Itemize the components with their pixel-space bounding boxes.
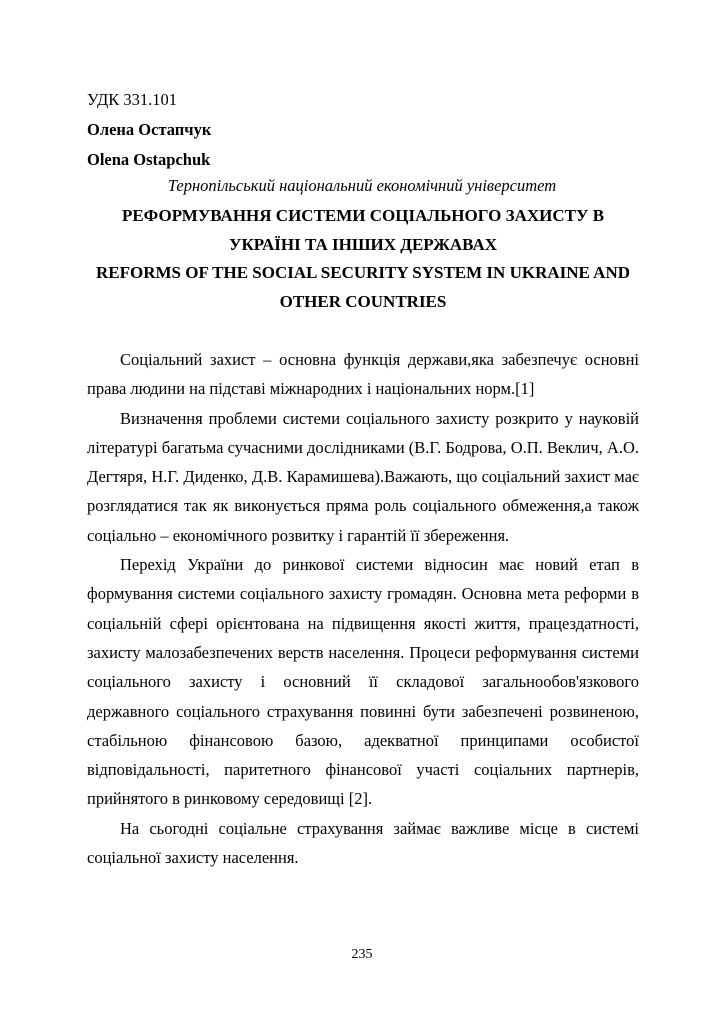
udc-code: УДК 331.101: [87, 90, 178, 109]
body-paragraph-1: Соціальний захист – основна функція держави,яка забезпечує основні права людини на підставі міжнародних і національних норм.[1]: [87, 350, 639, 399]
author-affiliation: Тернопільський національний економічний університет: [167, 176, 557, 195]
author-name-ukrainian: Олена Остапчук: [87, 120, 212, 139]
article-body: [87, 345, 639, 872]
author-name-english: Olena Ostapchuk: [87, 150, 211, 169]
paper-title-english: REFORMS OF THE SOCIAL SECURITY SYSTEM IN UKRAINE AND OTHER COUNTRIES: [95, 263, 631, 311]
body-paragraph-2: Визначення проблеми системи соціального захисту розкрито у науковій літературі багатьма сучасними дослідниками (В.Г. Бодрова, О.П. Веклич, А.О. Дегтяря, Н.Г. Диденко, Д.В. Карамишева).Важають, що соціальний захист має розглядатися так як виконується пряма роль соціального обмеження,а також соціально – економічного розвитку і гарантій її збереження.: [87, 408, 639, 545]
page-number: 235: [351, 947, 373, 962]
body-paragraph-3: Перехід України до ринкової системи відносин має новий етап в формування системи соціального захисту громадян. Основна мета реформи в соціальній сфері орієнтована на підвищення якості життя, працездатності, захисту малозабезпечених верств населення. Процеси реформування системи соціального захисту і основний її складової загальнообов'язкового державного соціального страхування повинні бути забезпечені розвиненою, стабільною фінансовою базою, адекватної принципами особистої відповідальності, паритетного фінансової участі соціальних партнерів, прийнятого в ринковому середовищі [2].: [87, 555, 639, 809]
body-paragraph-4: На сьогодні соціальне страхування займає важливе місце в системі соціальної захисту населення.: [87, 818, 639, 868]
paper-title-ukrainian: РЕФОРМУВАННЯ СИСТЕМИ СОЦІАЛЬНОГО ЗАХИСТУ В УКРАЇНІ ТА ІНШИХ ДЕРЖАВАХ: [121, 206, 605, 254]
